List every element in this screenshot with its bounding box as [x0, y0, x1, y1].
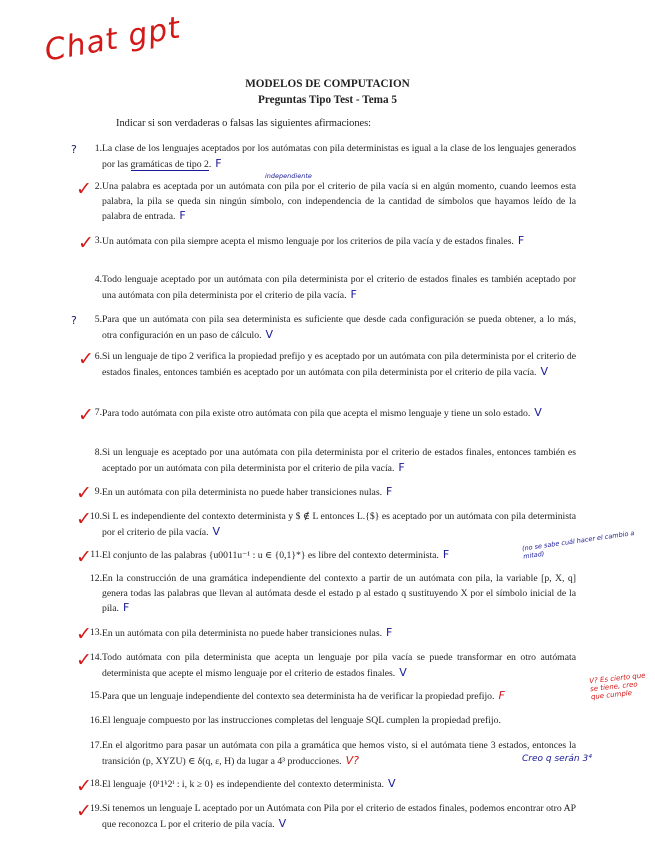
- question-7: [88, 406, 576, 422]
- question-text: Si tenemos un lenguaje L aceptado por un Autómata con Pila por el criterio de estados finales, podemos encontrar otro AP que reconozca L por el criterio de pila vacía.: [102, 803, 576, 830]
- answer-mark: F: [386, 485, 393, 498]
- answer-mark: F: [386, 626, 393, 639]
- handwritten-note: independiente: [265, 172, 312, 180]
- question-text: En un autómata con pila determinista no puede haber transiciones nulas.: [102, 487, 383, 498]
- answer-mark: F: [122, 601, 130, 615]
- question-4: [88, 273, 576, 303]
- check-mark-icon: ✓: [76, 775, 92, 797]
- question-number: 8.: [94, 447, 102, 458]
- question-mark-annotation: ?: [71, 143, 77, 156]
- question-text: El conjunto de las palabras {u0011u⁻¹ : u ∈ {0,1}*} es libre del contexto determinista.: [102, 550, 439, 561]
- answer-mark: V: [212, 524, 221, 538]
- question-16: [88, 714, 576, 729]
- question-19: [88, 802, 576, 832]
- question-number: 18.: [89, 778, 102, 789]
- question-number: 9.: [94, 486, 102, 497]
- question-text: El lenguaje {0ⁱ1ᵏ2ⁱ : i, k ≥ 0} es independiente del contexto determinista.: [102, 779, 384, 790]
- question-13: [88, 626, 576, 642]
- question-number: 13.: [89, 627, 102, 638]
- document-title: MODELOS DE COMPUTACION: [245, 78, 410, 90]
- question-text: En un autómata con pila determinista no puede haber transiciones nulas.: [102, 628, 383, 639]
- question-text: Una palabra es aceptada por un autómata con pila por el criterio de pila vacía si en algún momento, cuando leemos esta palabra, la pila se queda sin ningún símbolo, con independencia de la cantidad de símbolos que hayamos leído de la palabra de entrada.: [102, 181, 576, 223]
- question-number: 14.: [89, 652, 102, 663]
- question-11: [88, 548, 576, 564]
- question-6: [88, 350, 576, 380]
- question-number: 19.: [89, 803, 102, 814]
- question-number: 1.: [94, 143, 102, 154]
- check-mark-icon: ✓: [78, 232, 94, 254]
- question-number: 10.: [89, 511, 102, 522]
- answer-mark: V: [399, 665, 407, 679]
- check-mark-icon: ✓: [76, 482, 92, 504]
- check-mark-icon: ✓: [76, 800, 92, 822]
- question-text: Si un lenguaje es aceptado por una autómata con pila determinista por el criterio de estados finales, entonces también es aceptado por un autómata con pila determinista por el criterio de pila vacía.: [102, 447, 576, 474]
- document-subtitle: Preguntas Tipo Test - Tema 5: [258, 94, 397, 106]
- question-5: [88, 313, 576, 343]
- question-number: 3.: [94, 235, 102, 246]
- question-number: 11.: [90, 549, 102, 560]
- question-9: [88, 485, 576, 501]
- question-number: 16.: [89, 715, 102, 726]
- question-text: Para que un autómata con pila sea determinista es suficiente que desde cada configuración se pueda obtener, a lo más, otra configuración en un paso de cálculo.: [102, 314, 576, 341]
- check-mark-icon: ✓: [78, 404, 94, 426]
- question-number: 6.: [94, 351, 102, 362]
- answer-mark: F: [498, 689, 505, 702]
- underlined-text: gramáticas de tipo 2: [130, 158, 209, 170]
- question-text: En la construcción de una gramática independiente del contexto a partir de un autómata con pila, la variable [p, X, q] genera todas las palabras que llevan al autómata desde el estado p al estado q sustituyendo X por el símbolo inicial de la pila.: [102, 573, 576, 615]
- question-2: [88, 180, 576, 225]
- question-3: [88, 234, 576, 250]
- check-mark-icon: ✓: [76, 546, 92, 568]
- answer-mark: V: [534, 406, 542, 419]
- question-10: [88, 510, 576, 540]
- instructions: Indicar si son verdaderas o falsas las siguientes afirmaciones:: [116, 118, 372, 129]
- question-number: 5.: [94, 314, 102, 325]
- question-text: Todo lenguaje aceptado por un autómata con pila determinista por el criterio de estados finales es también aceptado por una autómata con pila determinista por el criterio de pila vacía.: [102, 274, 576, 301]
- question-text: Si L es independiente del contexto determinista y $ ∉ L entonces L.{$} es aceptado por un autómata con pila determinista por el criterio de pila vacía.: [102, 511, 576, 538]
- check-mark-icon: ✓: [76, 623, 92, 645]
- question-text: La clase de los lenguajes aceptados por los autómatas con pila deterministas es igual a la clase de los lenguajes generados por las: [102, 143, 576, 170]
- answer-mark: V: [540, 364, 548, 378]
- question-number: 17.: [89, 740, 102, 751]
- check-mark-icon: ✓: [78, 348, 94, 370]
- handwritten-note: Creo q serán 3⁴: [522, 754, 592, 764]
- question-text: Para todo autómata con pila existe otro autómata con pila que acepta el mismo lenguaje y tiene un solo estado.: [102, 408, 531, 419]
- question-text: Si un lenguaje de tipo 2 verifica la propiedad prefijo y es aceptado por un autómata con pila determinista por el criterio de estados finales, entonces también es aceptado por un autómata con pila determinista por el criterio de pila vacía.: [102, 351, 576, 378]
- question-1: 1. La clase de los lenguajes aceptados por los autómatas con pila deterministas es igual a la clase de los lenguajes generados por las gramáticas de tipo 2. F: [88, 142, 576, 172]
- question-12: [88, 572, 576, 617]
- question-number: 12.: [89, 573, 102, 584]
- check-mark-icon: ✓: [76, 178, 92, 200]
- question-15: [88, 689, 576, 705]
- answer-mark: F: [215, 156, 222, 170]
- question-number: 4.: [94, 274, 102, 285]
- answer-mark: F: [179, 209, 186, 223]
- answer-mark: F: [398, 460, 405, 474]
- check-mark-icon: ✓: [76, 649, 92, 671]
- answer-mark: V?: [345, 753, 359, 767]
- question-8: [88, 446, 576, 476]
- question-text: Todo autómata con pila determinista que acepta un lenguaje por pila vacía se puede transformar en otro autómata determinista que acepte el mismo lenguaje por el criterio de estados finales.: [102, 652, 576, 679]
- question-text: Para que un lenguaje independiente del contexto sea determinista ha de verificar la propiedad prefijo.: [102, 691, 495, 702]
- question-mark-annotation: ?: [71, 314, 77, 327]
- question-14: [88, 651, 576, 681]
- question-number: 15.: [89, 690, 102, 701]
- question-number: 7.: [94, 407, 102, 418]
- answer-mark: V: [265, 327, 274, 341]
- handwritten-note: (no se sabe cuál hacer el cambio a mitad): [521, 528, 635, 561]
- question-text: Un autómata con pila siempre acepta el mismo lenguaje por los criterios de pila vacía y de estados finales.: [102, 236, 514, 247]
- question-text: En el algoritmo para pasar un autómata con pila a gramática que hemos visto, si el autómata tiene 3 estados, entonces la transición (p, XYZU) ∈ δ(q, ε, H) da lugar a 4³ producciones.: [102, 740, 576, 767]
- handwritten-note: V? Es cierto que se tiene, creo que cumple: [588, 671, 646, 702]
- answer-mark: V: [387, 777, 396, 790]
- question-18: [88, 777, 576, 793]
- question-number: 2.: [94, 181, 102, 192]
- answer-mark: F: [517, 234, 525, 247]
- question-17: [88, 739, 576, 769]
- question-text: El lenguaje compuesto por las instrucciones completas del lenguaje SQL cumplen la propiedad prefijo.: [102, 715, 501, 726]
- answer-mark: F: [442, 548, 450, 561]
- handwritten-title: Chat gpt: [42, 10, 184, 69]
- answer-mark: V: [278, 816, 287, 830]
- check-mark-icon: ✓: [76, 508, 92, 530]
- answer-mark: F: [350, 287, 357, 301]
